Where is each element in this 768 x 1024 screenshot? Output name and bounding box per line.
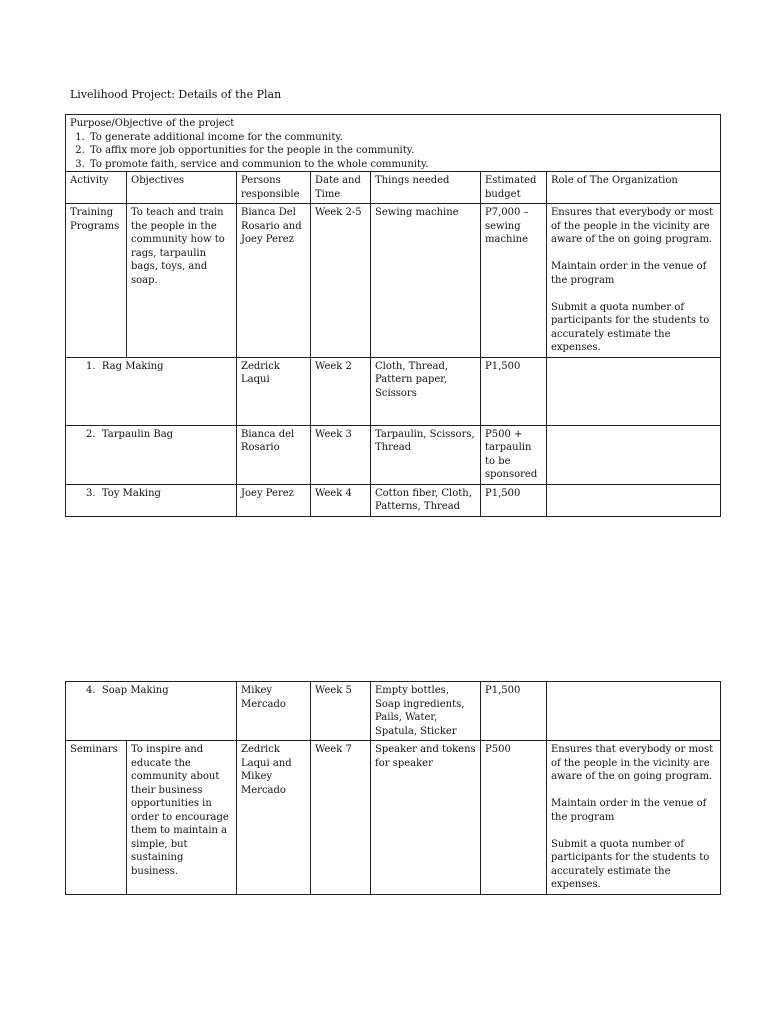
- role-text: Submit a quota number of participants for the students to accurately estimate the expenses.: [551, 301, 710, 353]
- sub-activity-budget: P500 + tarpaulin to be sponsored: [481, 425, 547, 484]
- purpose-heading: Purpose/Objective of the project: [70, 118, 235, 129]
- sub-activity-role: [547, 357, 721, 425]
- training-persons: Bianca Del Rosario and Joey Perez: [237, 204, 311, 358]
- document-title: Livelihood Project: Details of the Plan: [70, 88, 282, 101]
- sub-activity-persons: Joey Perez: [237, 484, 311, 516]
- plan-table-page-2: [65, 681, 721, 895]
- soap-budget: P1,500: [481, 682, 547, 741]
- purpose-list: [70, 131, 716, 172]
- sub-activity-persons: Bianca del Rosario: [237, 425, 311, 484]
- sub-activity-name: 4. Soap Making: [66, 682, 237, 741]
- purpose-row: [66, 115, 721, 172]
- training-row: [66, 204, 721, 358]
- sub-activity-budget: P1,500: [481, 357, 547, 425]
- soap-role: [547, 682, 721, 741]
- training-date: Week 2-5: [311, 204, 371, 358]
- sub-activity-persons: Zedrick Laqui: [237, 357, 311, 425]
- role-text: Submit a quota number of participants for the students to accurately estimate the expenses.: [551, 838, 710, 890]
- training-budget: P7,000 – sewing machine: [481, 204, 547, 358]
- sub-activity-things: Cotton fiber, Cloth, Patterns, Thread: [371, 484, 481, 516]
- seminars-row: [66, 741, 721, 895]
- sub-activity-row: [66, 425, 721, 484]
- seminars-date: Week 7: [311, 741, 371, 895]
- header-date: Date and Time: [311, 172, 371, 204]
- sub-activity-date: Week 2: [311, 357, 371, 425]
- seminars-objectives: To inspire and educate the community about their business opportunities in order to encourage them to maintain a simple, but sustaining business.: [127, 741, 237, 895]
- training-things: Sewing machine: [371, 204, 481, 358]
- training-activity: Training Programs: [66, 204, 127, 358]
- sub-activity-budget: P1,500: [481, 484, 547, 516]
- purpose-item: 3. To promote faith, service and communion to the whole community.: [88, 158, 716, 172]
- sub-activity-date: Week 3: [311, 425, 371, 484]
- sub-activity-row: [66, 484, 721, 516]
- seminars-role: [547, 741, 721, 895]
- header-row: [66, 172, 721, 204]
- soap-row: [66, 682, 721, 741]
- sub-activity-date: Week 4: [311, 484, 371, 516]
- training-objectives: To teach and train the people in the community how to rags, tarpaulin bags, toys, and soap.: [127, 204, 237, 358]
- purpose-cell: [66, 115, 721, 172]
- purpose-item: 1. To generate additional income for the community.: [88, 131, 716, 145]
- header-persons: Persons responsible: [237, 172, 311, 204]
- purpose-item: 2. To affix more job opportunities for the people in the community.: [88, 144, 716, 158]
- plan-table-page-1: [65, 114, 721, 517]
- soap-persons: Mikey Mercado: [237, 682, 311, 741]
- sub-activity-things: Tarpaulin, Scissors, Thread: [371, 425, 481, 484]
- header-things: Things needed: [371, 172, 481, 204]
- role-text: Ensures that everybody or most of the people in the vicinity are aware of the on going program.: [551, 744, 714, 782]
- sub-activity-name: 3. Toy Making: [66, 484, 237, 516]
- soap-things: Empty bottles, Soap ingredients, Pails, Water, Spatula, Sticker: [371, 682, 481, 741]
- seminars-activity: Seminars: [66, 741, 127, 895]
- seminars-things: Speaker and tokens for speaker: [371, 741, 481, 895]
- training-role: [547, 204, 721, 358]
- role-text: Ensures that everybody or most of the people in the vicinity are aware of the on going program.: [551, 207, 714, 245]
- sub-activity-name: 2. Tarpaulin Bag: [66, 425, 237, 484]
- header-objectives: Objectives: [127, 172, 237, 204]
- seminars-budget: P500: [481, 741, 547, 895]
- soap-date: Week 5: [311, 682, 371, 741]
- header-role: Role of The Organization: [547, 172, 721, 204]
- sub-activity-row: [66, 357, 721, 425]
- sub-activity-role: [547, 484, 721, 516]
- seminars-persons: Zedrick Laqui and Mikey Mercado: [237, 741, 311, 895]
- header-activity: Activity: [66, 172, 127, 204]
- sub-activity-role: [547, 425, 721, 484]
- role-text: Maintain order in the venue of the program: [551, 261, 707, 286]
- sub-activity-name: 1. Rag Making: [66, 357, 237, 425]
- sub-activity-things: Cloth, Thread, Pattern paper, Scissors: [371, 357, 481, 425]
- role-text: Maintain order in the venue of the program: [551, 798, 707, 823]
- header-budget: Estimated budget: [481, 172, 547, 204]
